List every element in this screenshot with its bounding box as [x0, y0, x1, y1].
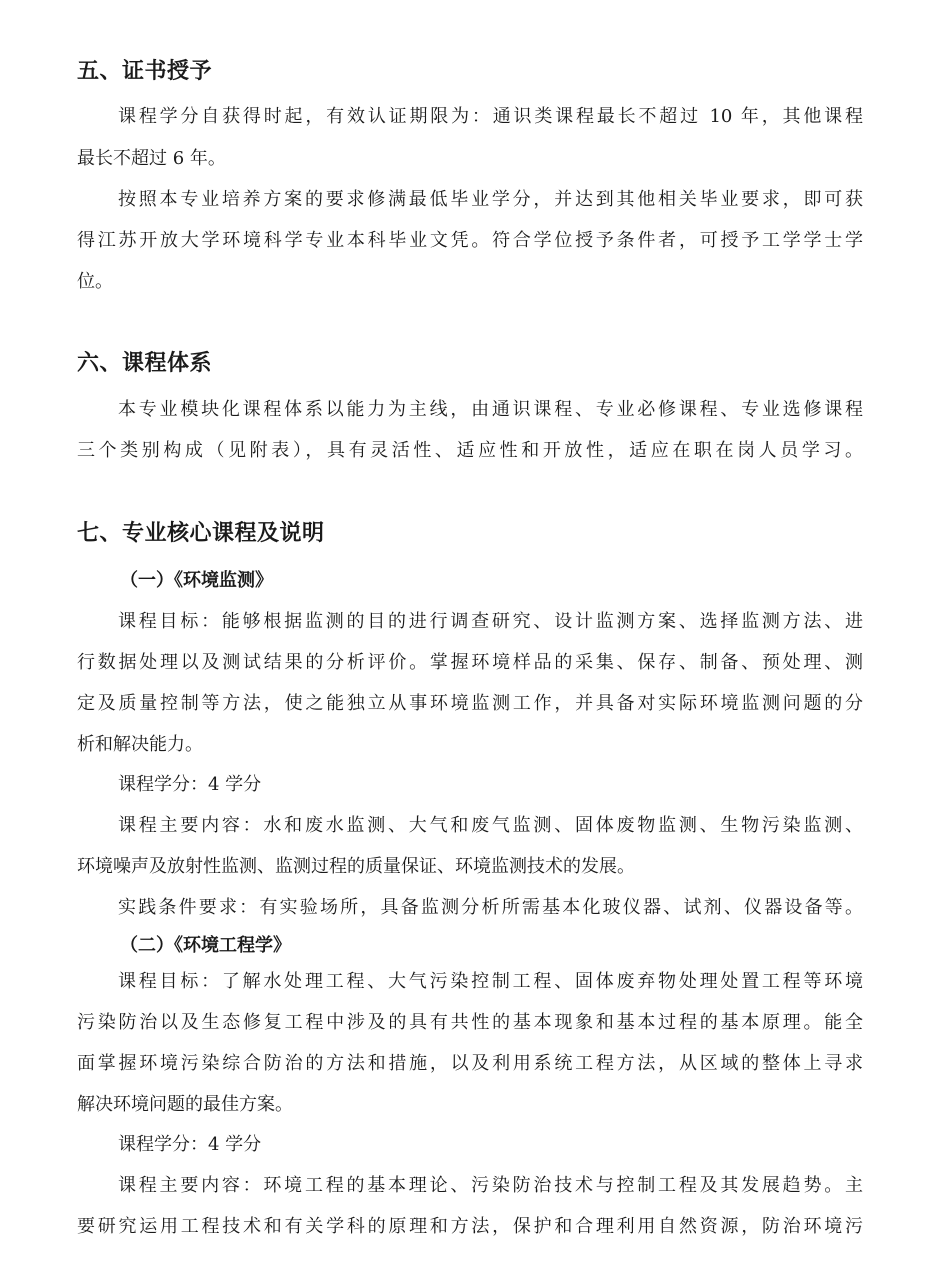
c1-goal-line-4: 析和解决能力。: [77, 734, 203, 755]
c2-goal-line-3: 面掌握环境污染综合防治的方法和措施，以及利用系统工程方法，从区域的整体上寻求: [77, 1053, 863, 1074]
s5-p2-line-2: 得江苏开放大学环境科学专业本科毕业文凭。符合学位授予条件者，可授予工学学士学: [77, 230, 863, 251]
course-1-heading: （一）《环境监测》: [120, 570, 273, 591]
c1-goal-line-1: 课程目标：能够根据监测的目的进行调查研究、设计监测方案、选择监测方法、进: [118, 611, 863, 632]
section-5-heading: 五、证书授予: [77, 59, 213, 84]
s5-p2-line-3: 位。: [77, 271, 113, 292]
c2-content-line-2: 要研究运用工程技术和有关学科的原理和方法，保护和合理利用自然资源，防治环境污: [77, 1216, 863, 1237]
section-6-heading: 六、课程体系: [77, 351, 213, 376]
c1-goal-line-3: 定及质量控制等方法，使之能独立从事环境监测工作，并具备对实际环境监测问题的分: [77, 693, 863, 714]
c2-goal-line-2: 污染防治以及生态修复工程中涉及的具有共性的基本现象和基本过程的基本原理。能全: [77, 1012, 863, 1033]
c2-goal-line-1: 课程目标：了解水处理工程、大气污染控制工程、固体废弃物处理处置工程等环境: [118, 971, 863, 992]
s6-p1-line-1: 本专业模块化课程体系以能力为主线，由通识课程、专业必修课程、专业选修课程: [118, 399, 863, 420]
c1-content-line-2: 环境噪声及放射性监测、监测过程的质量保证、环境监测技术的发展。: [77, 856, 635, 877]
c1-practice: 实践条件要求：有实验场所，具备监测分析所需基本化玻仪器、试剂、仪器设备等。: [118, 897, 863, 918]
s5-p1-line-1: 课程学分自获得时起，有效认证期限为：通识类课程最长不超过 10 年，其他课程: [118, 106, 863, 127]
c1-content-line-1: 课程主要内容：水和废水监测、大气和废气监测、固体废物监测、生物污染监测、: [118, 815, 863, 836]
c2-credit: 课程学分：4 学分: [118, 1134, 262, 1155]
s5-p1-line-2: 最长不超过 6 年。: [77, 148, 226, 169]
c1-credit: 课程学分：4 学分: [118, 774, 262, 795]
s6-p1-line-2: 三个类别构成（见附表），具有灵活性、适应性和开放性，适应在职在岗人员学习。: [77, 440, 863, 461]
course-2-heading: （二）《环境工程学》: [120, 935, 291, 956]
section-7-heading: 七、专业核心课程及说明: [77, 521, 325, 546]
s5-p2-line-1: 按照本专业培养方案的要求修满最低毕业学分，并达到其他相关毕业要求，即可获: [118, 189, 863, 210]
c2-goal-line-4: 解决环境问题的最佳方案。: [77, 1094, 293, 1115]
c1-goal-line-2: 行数据处理以及测试结果的分析评价。掌握环境样品的采集、保存、制备、预处理、测: [77, 652, 863, 673]
c2-content-line-1: 课程主要内容：环境工程的基本理论、污染防治技术与控制工程及其发展趋势。主: [118, 1175, 863, 1196]
